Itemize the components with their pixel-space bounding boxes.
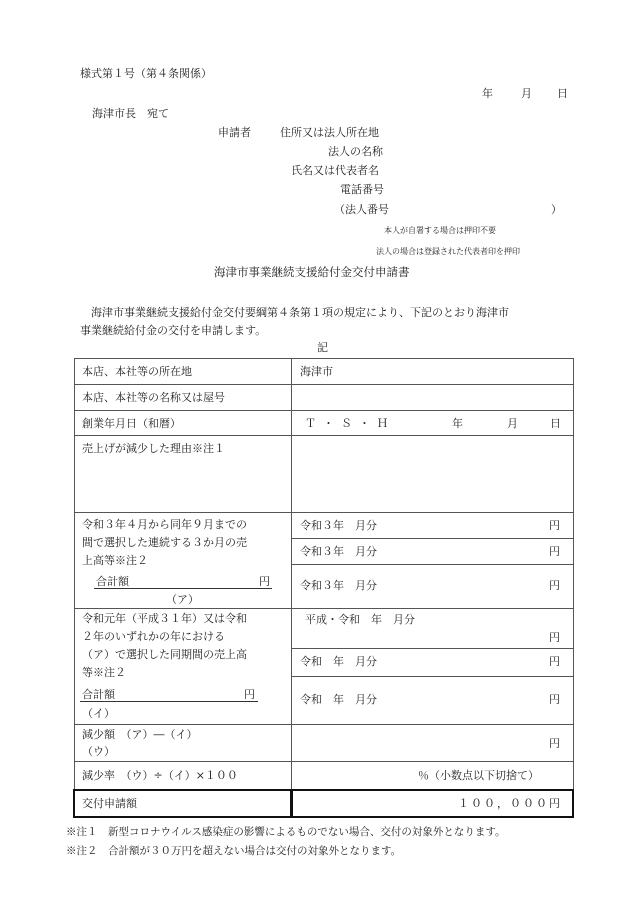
section-b-total-underline: [80, 701, 258, 702]
table-line: [74, 358, 574, 359]
section-a-month-3-yen: 円: [549, 579, 560, 592]
body-line: 海津市事業継続支援給付金交付要綱第４条第１項の規定により、下記のとおり海津市: [80, 306, 509, 319]
section-a-total-yen: 円: [259, 575, 270, 588]
applicant-label: 申請者: [218, 126, 251, 139]
section-b-label: [82, 610, 247, 682]
section-b-month-1: 平成・令和 年 月分: [305, 613, 415, 626]
body-paragraph: [80, 304, 572, 340]
date-year: 年: [482, 87, 493, 100]
grant-amount-value: １００，０００円: [458, 797, 562, 810]
grant-amount-label: 交付申請額: [82, 797, 137, 810]
section-b-total-yen: 円: [244, 688, 255, 701]
section-a-month-1-yen: 円: [549, 519, 560, 532]
corp-number-close-paren: ）: [551, 203, 562, 216]
section-a-month-3: 令和３年 月分: [300, 579, 377, 592]
section-b-total-label: 合計額: [82, 688, 115, 701]
body-line: 事業継続給付金の交付を申請します。: [80, 324, 267, 337]
row-decrease-reason-label: 売上げが減少した理由※注１: [82, 442, 225, 455]
table-line: [74, 608, 574, 609]
section-b-label-line: 令和元年（平成３１年）又は令和: [82, 612, 247, 625]
row-founding-date-label: 創業年月日（和暦）: [82, 417, 181, 430]
section-a-month-2-yen: 円: [549, 545, 560, 558]
table-line: [74, 435, 574, 436]
table-line: [74, 384, 574, 385]
table-line: [74, 512, 574, 513]
section-a-total-underline: [94, 588, 272, 589]
section-a-label-line: 間で選択した連続する３か月の売: [82, 536, 247, 549]
section-b-month-2-yen: 円: [549, 655, 560, 668]
application-table: [74, 358, 574, 819]
seal-note-corp: 法人の場合は登録された代表者印を押印: [376, 247, 520, 256]
section-a-month-1: 令和３年 月分: [300, 519, 377, 532]
section-b-mark: （イ）: [82, 707, 115, 720]
seal-note-self: 本人が自署する場合は押印不要: [384, 226, 496, 235]
table-line: [291, 564, 574, 565]
section-a-month-2: 令和３年 月分: [300, 545, 377, 558]
row-business-name-label: 本店、本社等の名称又は屋号: [82, 391, 225, 404]
row-location-label: 本店、本社等の所在地: [82, 365, 192, 378]
ki-heading: 記: [317, 341, 328, 354]
section-a-mark: （ア）: [166, 593, 199, 606]
section-b-label-line: ２年のいずれかの年における: [82, 630, 225, 643]
section-a-label: [82, 516, 247, 570]
founding-year-unit: 年: [452, 417, 463, 430]
form-number: 様式第１号（第４条関係）: [80, 67, 212, 80]
applicant-phone-label: 電話番号: [340, 183, 384, 196]
footnote-1: ※注１ 新型コロナウイルス感染症の影響によるものでない場合、交付の対象外となります。: [66, 826, 506, 838]
section-a-label-line: 令和３年４月から同年９月までの: [82, 518, 247, 531]
decrease-amount-mark: （ウ）: [82, 745, 115, 758]
section-a-total-label: 合計額: [96, 575, 129, 588]
document-title: 海津市事業継続支援給付金交付申請書: [214, 265, 410, 279]
section-b-month-2: 令和 年 月分: [300, 655, 377, 668]
footnote-2: ※注２ 合計額が３０万円を超えない場合は交付の対象外となります。: [66, 845, 402, 857]
founding-day-unit: 日: [550, 417, 561, 430]
applicant-address-label: 住所又は法人所在地: [280, 126, 379, 139]
founding-month-unit: 月: [507, 417, 518, 430]
table-line: [291, 538, 574, 539]
applicant-rep-name-label: 氏名又は代表者名: [291, 164, 379, 177]
table-line: [74, 761, 574, 762]
section-b-month-3-yen: 円: [549, 693, 560, 706]
founding-era-choice: Ｔ・Ｓ・Ｈ: [305, 417, 395, 430]
decrease-amount-yen: 円: [549, 737, 560, 750]
addressee: 海津市長 宛て: [92, 107, 169, 120]
decrease-rate-label: 減少率 （ウ）÷（イ）×１００: [82, 769, 238, 782]
section-b-label-line: 等※注２: [82, 666, 126, 679]
date-month: 月: [521, 87, 532, 100]
date-day: 日: [557, 87, 568, 100]
section-b-label-line: （ア）で選択した同期間の売上高: [82, 648, 247, 661]
applicant-corp-number-label: （法人番号: [334, 203, 389, 216]
section-a-label-line: 上高等※注２: [82, 554, 148, 567]
row-location-value: 海津市: [300, 365, 333, 378]
table-line: [291, 676, 574, 677]
table-line: [74, 410, 574, 411]
section-b-month-3: 令和 年 月分: [300, 693, 377, 706]
applicant-corp-name-label: 法人の名称: [328, 145, 383, 158]
section-b-month-1-yen: 円: [549, 631, 560, 644]
table-line: [74, 724, 574, 725]
table-line: [291, 648, 574, 649]
decrease-amount-label: 減少額 （ア）―（イ）: [82, 728, 198, 741]
decrease-rate-note: ％（小数点以下切捨て）: [418, 769, 539, 782]
